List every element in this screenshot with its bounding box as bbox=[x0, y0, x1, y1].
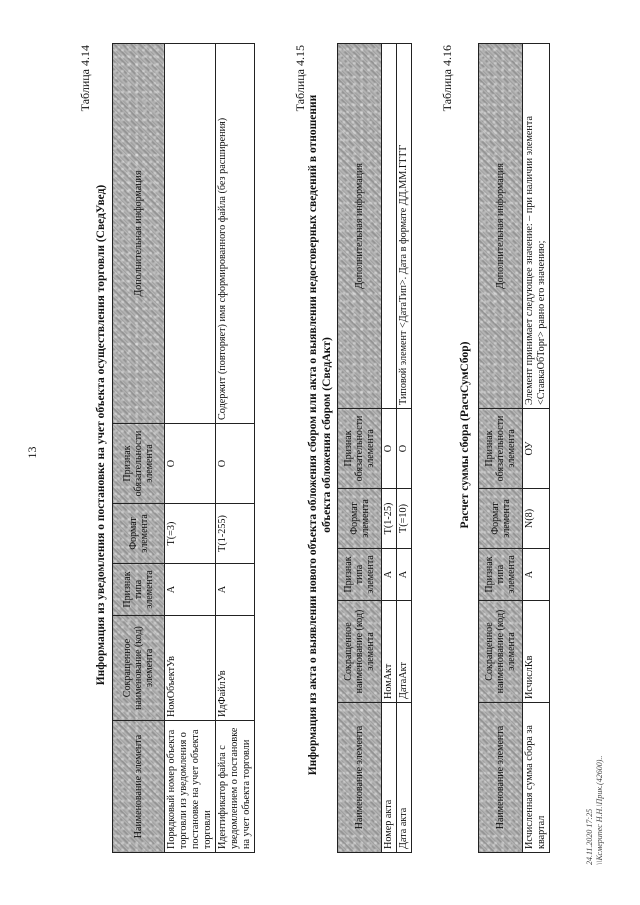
table-4-14-title: Информация из уведомления о постановке на учет объекта осуществления торговли (СведУвед) bbox=[95, 184, 107, 686]
cell-format: T(1-25) bbox=[382, 489, 397, 549]
header-cell: Признак типа элемента bbox=[113, 564, 165, 616]
table-header-row bbox=[113, 44, 165, 853]
cell-required: О bbox=[382, 409, 397, 489]
cell-required: О bbox=[397, 409, 412, 489]
cell-info bbox=[382, 44, 397, 409]
header-cell: Признак обязательности элемента bbox=[113, 424, 165, 504]
cell-code: ИсчислКв bbox=[523, 601, 550, 703]
cell-name: Дата акта bbox=[397, 703, 412, 853]
table-row bbox=[382, 44, 397, 853]
cell-format: T(1-255) bbox=[216, 504, 255, 564]
cell-code: ДатаАкт bbox=[397, 601, 412, 703]
table-4-14-label: Таблица 4.14 bbox=[78, 45, 92, 112]
header-cell: Дополнительная информация bbox=[338, 44, 382, 409]
header-cell: Наименование элемента bbox=[479, 703, 523, 853]
table-row bbox=[165, 44, 216, 853]
footer-path: \\Ксмерипес Н.Н.\Прик.(42600).. bbox=[595, 755, 604, 865]
header-cell: Дополнительная информация bbox=[479, 44, 523, 409]
table-header-row bbox=[479, 44, 523, 853]
cell-name: Номер акта bbox=[382, 703, 397, 853]
cell-type: А bbox=[165, 564, 216, 616]
cell-required: О bbox=[165, 424, 216, 504]
header-cell: Признак обязательности элемента bbox=[479, 409, 523, 489]
table-row bbox=[216, 44, 255, 853]
cell-info bbox=[165, 44, 216, 424]
cell-code: ИдФайлУв bbox=[216, 616, 255, 721]
header-cell: Наименование элемента bbox=[113, 721, 165, 853]
cell-format: T(=10) bbox=[397, 489, 412, 549]
table-4-15 bbox=[337, 43, 412, 853]
cell-info: Элемент принимает следующее значение: – при наличии элемента <СтавкаОбТорг> равно его значению; bbox=[523, 44, 550, 409]
table-4-16-title: Расчет суммы сбора (РасчСумСбор) bbox=[459, 341, 471, 529]
cell-type: А bbox=[382, 549, 397, 601]
cell-info: Типовой элемент <ДатаТип>. Дата в формате ДД.ММ.ГГГГ bbox=[397, 44, 412, 409]
cell-code: НомАкт bbox=[382, 601, 397, 703]
cell-type: А bbox=[397, 549, 412, 601]
cell-name: Порядковый номер объекта торговли из уведомления о постановке на учет объекта торговли bbox=[165, 721, 216, 853]
cell-required: О bbox=[216, 424, 255, 504]
header-cell: Формат элемента bbox=[479, 489, 523, 549]
table-4-16-label: Таблица 4.16 bbox=[440, 45, 454, 112]
cell-type: А bbox=[523, 549, 550, 601]
table-4-14 bbox=[112, 43, 255, 853]
header-cell: Формат элемента bbox=[338, 489, 382, 549]
cell-format: N(8) bbox=[523, 489, 550, 549]
cell-code: НомОбъектУв bbox=[165, 616, 216, 721]
cell-format: T(=3) bbox=[165, 504, 216, 564]
table-row bbox=[397, 44, 412, 853]
table-4-16 bbox=[478, 43, 550, 853]
table-header-row bbox=[338, 44, 382, 853]
header-cell: Формат элемента bbox=[113, 504, 165, 564]
cell-required: ОУ bbox=[523, 409, 550, 489]
table-4-15-title-line2: объекта обложения сбором (СведАкт) bbox=[321, 337, 333, 533]
header-cell: Сокращенное наименование (код) элемента bbox=[113, 616, 165, 721]
header-cell: Дополнительная информация bbox=[113, 44, 165, 424]
page-number: 13 bbox=[25, 446, 39, 459]
header-cell: Сокращенное наименование (код) элемента bbox=[479, 601, 523, 703]
table-4-15-title-line1: Информация из акта о выявлении нового объекта обложения сбором или акта о выявлении недостоверных сведений в отношении bbox=[307, 94, 319, 776]
header-cell: Признак типа элемента bbox=[338, 549, 382, 601]
header-cell: Признак типа элемента bbox=[479, 549, 523, 601]
header-cell: Сокращенное наименование (код) элемента bbox=[338, 601, 382, 703]
cell-info: Содержит (повторяет) имя сформированного файла (без расширения) bbox=[216, 44, 255, 424]
table-row bbox=[523, 44, 550, 853]
table-4-15-label: Таблица 4.15 bbox=[293, 45, 307, 112]
cell-type: А bbox=[216, 564, 255, 616]
cell-name: Исчисленная сумма сбора за квартал bbox=[523, 703, 550, 853]
header-cell: Наименование элемента bbox=[338, 703, 382, 853]
footer-timestamp: 24.11.2020 17:25 bbox=[585, 808, 594, 865]
cell-name: Идентификатор файла с уведомлением о постановке на учет объекта торговли bbox=[216, 721, 255, 853]
header-cell: Признак обязательности элемента bbox=[338, 409, 382, 489]
